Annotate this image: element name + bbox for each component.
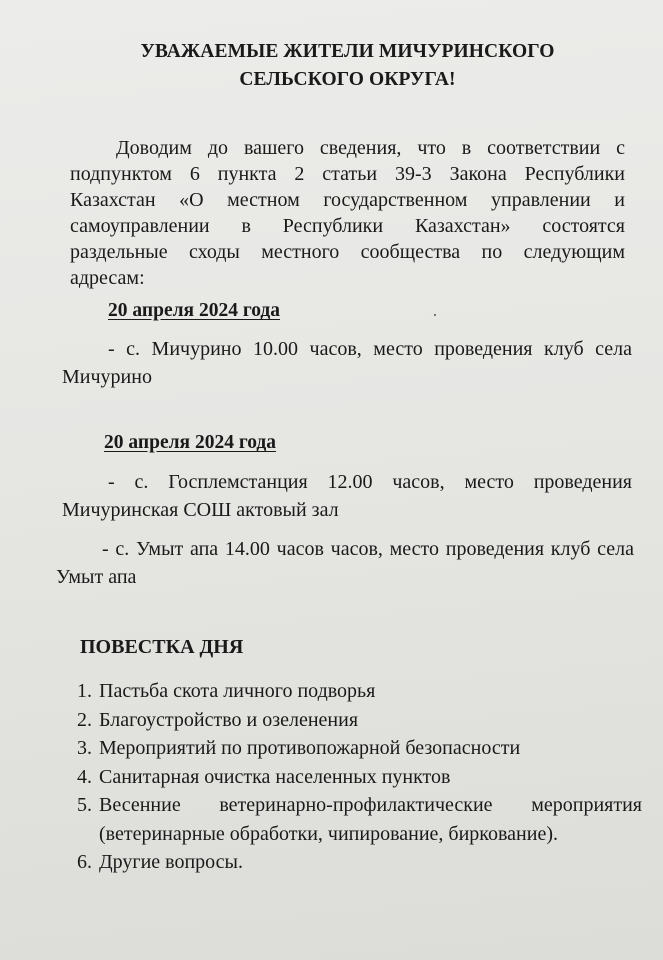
agenda-item-text: Санитарная очистка населенных пунктов — [99, 765, 451, 788]
stray-dot — [434, 314, 436, 316]
agenda-item — [77, 706, 642, 735]
meeting-location-michurino: - с. Мичурино 10.00 часов, место проведения клуб села Мичурино — [62, 338, 632, 388]
agenda-item-text: Пастьба скота личного подворья — [99, 680, 376, 702]
agenda-item-number: 2. — [77, 708, 92, 731]
title-line-1: УВАЖАЕМЫЕ ЖИТЕЛИ МИЧУРИНСКОГО — [140, 41, 555, 62]
agenda-item — [77, 848, 642, 877]
agenda-item-number: 6. — [77, 851, 92, 873]
agenda-title: ПОВЕСТКА ДНЯ — [80, 636, 244, 658]
agenda-item-text: Благоустройство и озеленения — [99, 708, 359, 731]
intro-paragraph: Доводим до вашего сведения, что в соответствии с подпунктом 6 пункта 2 статьи 39-3 Закона Республики Казахстан «О местном государственном управлении и самоуправлении в Республики Казахстан» состоятся раздельные сходы местного сообщества по следующим адресам: — [70, 137, 625, 289]
agenda-item — [77, 734, 642, 763]
agenda-item-text: Мероприятий по противопожарной безопасности — [99, 737, 521, 759]
agenda-item-number: 5. — [77, 794, 92, 816]
meeting-date-2: 20 апреля 2024 года — [104, 432, 277, 453]
title-line-2: СЕЛЬСКОГО ОКРУГА! — [239, 69, 456, 90]
agenda-list — [77, 677, 642, 877]
agenda-item-text: Другие вопросы. — [99, 851, 243, 873]
agenda-item-number: 3. — [77, 737, 92, 759]
agenda-item-number: 4. — [77, 765, 92, 788]
meeting-location-umyt-apa: - с. Умыт апа 14.00 часов часов, место проведения клуб села Умыт апа — [56, 538, 634, 588]
agenda-item — [77, 791, 642, 848]
agenda-item — [77, 677, 642, 706]
meeting-location-gosplemstantsiya: - с. Госплемстанция 12.00 часов, место проведения Мичуринская СОШ актовый зал — [62, 471, 632, 521]
agenda-item — [77, 763, 642, 792]
meeting-date-1: 20 апреля 2024 года — [108, 300, 281, 321]
agenda-item-text: Весенние ветеринарно-профилактические мероприятия (ветеринарные обработки, чипирование, биркование). — [99, 794, 642, 845]
agenda-item-number: 1. — [77, 680, 92, 702]
